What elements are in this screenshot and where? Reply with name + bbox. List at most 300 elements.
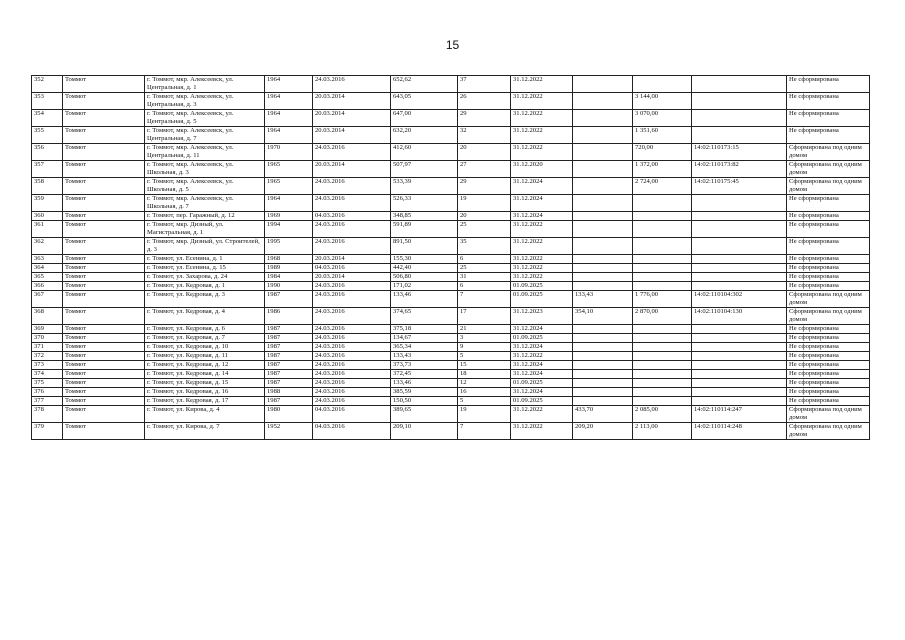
land-area-cell bbox=[573, 76, 633, 93]
area-cell: 533,39 bbox=[391, 178, 458, 195]
row-number-cell: 376 bbox=[32, 388, 63, 397]
residents-cell: 6 bbox=[458, 282, 511, 291]
land-area-norm-cell bbox=[633, 370, 692, 379]
address-cell: г. Томмот, мкр. Дизный, ул. Магистральная, д. 1 bbox=[145, 221, 265, 238]
deadline-cell: 01.09.2025 bbox=[511, 334, 573, 343]
land-area-norm-cell: 3 070,00 bbox=[633, 110, 692, 127]
cadastral-number-cell bbox=[692, 370, 787, 379]
address-cell: г. Томмот, мкр. Дизный, ул. Строителей, д. 3 bbox=[145, 238, 265, 255]
deadline-cell: 31.12.2024 bbox=[511, 195, 573, 212]
cadastral-number-cell bbox=[692, 238, 787, 255]
row-number-cell: 379 bbox=[32, 423, 63, 440]
table-row bbox=[32, 352, 870, 361]
land-status-cell: Сформирована под одним домом bbox=[787, 144, 870, 161]
residents-cell: 26 bbox=[458, 93, 511, 110]
year-built-cell: 1987 bbox=[265, 352, 313, 361]
residents-cell: 21 bbox=[458, 325, 511, 334]
cadastral-number-cell bbox=[692, 379, 787, 388]
land-area-cell bbox=[573, 370, 633, 379]
residents-cell: 5 bbox=[458, 352, 511, 361]
year-built-cell: 1986 bbox=[265, 308, 313, 325]
settlement-cell: Томмот bbox=[63, 76, 145, 93]
land-area-norm-cell bbox=[633, 255, 692, 264]
land-area-cell bbox=[573, 273, 633, 282]
cadastral-number-cell bbox=[692, 255, 787, 264]
land-status-cell: Не сформирована bbox=[787, 273, 870, 282]
settlement-cell: Томмот bbox=[63, 361, 145, 370]
row-number-cell: 371 bbox=[32, 343, 63, 352]
settlement-cell: Томмот bbox=[63, 334, 145, 343]
land-area-norm-cell: 720,00 bbox=[633, 144, 692, 161]
row-number-cell: 354 bbox=[32, 110, 63, 127]
row-number-cell: 375 bbox=[32, 379, 63, 388]
cadastral-number-cell bbox=[692, 334, 787, 343]
residents-cell: 16 bbox=[458, 388, 511, 397]
inclusion-date-cell: 20.03.2014 bbox=[313, 255, 391, 264]
year-built-cell: 1969 bbox=[265, 212, 313, 221]
address-cell: г. Томмот, ул. Есенина, д. 15 bbox=[145, 264, 265, 273]
area-cell: 373,73 bbox=[391, 361, 458, 370]
area-cell: 372,45 bbox=[391, 370, 458, 379]
deadline-cell: 31.12.2024 bbox=[511, 370, 573, 379]
land-status-cell: Не сформирована bbox=[787, 325, 870, 334]
inclusion-date-cell: 20.03.2014 bbox=[313, 93, 391, 110]
land-area-norm-cell bbox=[633, 273, 692, 282]
land-area-cell bbox=[573, 127, 633, 144]
table-row bbox=[32, 127, 870, 144]
land-area-cell bbox=[573, 343, 633, 352]
cadastral-number-cell bbox=[692, 264, 787, 273]
land-area-norm-cell bbox=[633, 334, 692, 343]
cadastral-number-cell: 14:02:110114:248 bbox=[692, 423, 787, 440]
cadastral-number-cell bbox=[692, 93, 787, 110]
cadastral-number-cell bbox=[692, 388, 787, 397]
address-cell: г. Томмот, ул. Кедровая, д. 15 bbox=[145, 379, 265, 388]
land-area-cell bbox=[573, 325, 633, 334]
land-area-norm-cell bbox=[633, 264, 692, 273]
address-cell: г. Томмот, ул. Кедровая, д. 14 bbox=[145, 370, 265, 379]
inclusion-date-cell: 20.03.2014 bbox=[313, 273, 391, 282]
land-status-cell: Сформирована под одним домом bbox=[787, 161, 870, 178]
residents-cell: 7 bbox=[458, 291, 511, 308]
settlement-cell: Томмот bbox=[63, 388, 145, 397]
inclusion-date-cell: 24.03.2016 bbox=[313, 178, 391, 195]
land-status-cell: Не сформирована bbox=[787, 212, 870, 221]
area-cell: 442,40 bbox=[391, 264, 458, 273]
land-area-cell bbox=[573, 178, 633, 195]
land-status-cell: Не сформирована bbox=[787, 110, 870, 127]
settlement-cell: Томмот bbox=[63, 195, 145, 212]
deadline-cell: 31.12.2022 bbox=[511, 238, 573, 255]
cadastral-number-cell bbox=[692, 361, 787, 370]
inclusion-date-cell: 20.03.2014 bbox=[313, 161, 391, 178]
inclusion-date-cell: 24.03.2016 bbox=[313, 397, 391, 406]
land-area-norm-cell bbox=[633, 343, 692, 352]
land-area-cell bbox=[573, 144, 633, 161]
land-area-norm-cell bbox=[633, 397, 692, 406]
deadline-cell: 31.12.2023 bbox=[511, 308, 573, 325]
deadline-cell: 31.12.2022 bbox=[511, 127, 573, 144]
table-row bbox=[32, 397, 870, 406]
cadastral-number-cell bbox=[692, 273, 787, 282]
inclusion-date-cell: 24.03.2016 bbox=[313, 221, 391, 238]
settlement-cell: Томмот bbox=[63, 273, 145, 282]
residents-cell: 18 bbox=[458, 370, 511, 379]
area-cell: 632,20 bbox=[391, 127, 458, 144]
settlement-cell: Томмот bbox=[63, 406, 145, 423]
settlement-cell: Томмот bbox=[63, 397, 145, 406]
inclusion-date-cell: 24.03.2016 bbox=[313, 144, 391, 161]
settlement-cell: Томмот bbox=[63, 343, 145, 352]
cadastral-number-cell: 14:02:110175:45 bbox=[692, 178, 787, 195]
address-cell: г. Томмот, мкр. Алексеевск, ул. Центральная, д. 5 bbox=[145, 110, 265, 127]
table-row bbox=[32, 406, 870, 423]
land-area-cell bbox=[573, 255, 633, 264]
row-number-cell: 357 bbox=[32, 161, 63, 178]
land-area-cell: 133,43 bbox=[573, 291, 633, 308]
settlement-cell: Томмот bbox=[63, 308, 145, 325]
address-cell: г. Томмот, ул. Кедровая, д. 17 bbox=[145, 397, 265, 406]
deadline-cell: 01.09.2025 bbox=[511, 397, 573, 406]
cadastral-number-cell: 14:02:110173:82 bbox=[692, 161, 787, 178]
year-built-cell: 1980 bbox=[265, 406, 313, 423]
area-cell: 412,60 bbox=[391, 144, 458, 161]
land-status-cell: Не сформирована bbox=[787, 334, 870, 343]
residents-cell: 32 bbox=[458, 127, 511, 144]
settlement-cell: Томмот bbox=[63, 212, 145, 221]
land-area-norm-cell: 2 085,00 bbox=[633, 406, 692, 423]
residents-cell: 19 bbox=[458, 406, 511, 423]
land-status-cell: Не сформирована bbox=[787, 93, 870, 110]
cadastral-number-cell bbox=[692, 352, 787, 361]
settlement-cell: Томмот bbox=[63, 238, 145, 255]
area-cell: 134,67 bbox=[391, 334, 458, 343]
land-status-cell: Не сформирована bbox=[787, 127, 870, 144]
table-row bbox=[32, 212, 870, 221]
year-built-cell: 1987 bbox=[265, 291, 313, 308]
land-status-cell: Не сформирована bbox=[787, 282, 870, 291]
table-row bbox=[32, 291, 870, 308]
inclusion-date-cell: 24.03.2016 bbox=[313, 343, 391, 352]
inclusion-date-cell: 04.03.2016 bbox=[313, 264, 391, 273]
land-area-cell bbox=[573, 282, 633, 291]
year-built-cell: 1987 bbox=[265, 325, 313, 334]
year-built-cell: 1968 bbox=[265, 255, 313, 264]
land-status-cell: Не сформирована bbox=[787, 238, 870, 255]
table-row bbox=[32, 423, 870, 440]
table-row bbox=[32, 195, 870, 212]
area-cell: 385,59 bbox=[391, 388, 458, 397]
inclusion-date-cell: 24.03.2016 bbox=[313, 352, 391, 361]
cadastral-number-cell: 14:02:110104:302 bbox=[692, 291, 787, 308]
residents-cell: 12 bbox=[458, 379, 511, 388]
land-area-cell bbox=[573, 221, 633, 238]
address-cell: г. Томмот, ул. Кедровая, д. 12 bbox=[145, 361, 265, 370]
land-status-cell: Не сформирована bbox=[787, 388, 870, 397]
address-cell: г. Томмот, мкр. Алексеевск, ул. Центральная, д. 11 bbox=[145, 144, 265, 161]
area-cell: 133,46 bbox=[391, 291, 458, 308]
land-status-cell: Не сформирована bbox=[787, 264, 870, 273]
land-status-cell: Не сформирована bbox=[787, 76, 870, 93]
row-number-cell: 353 bbox=[32, 93, 63, 110]
year-built-cell: 1964 bbox=[265, 110, 313, 127]
area-cell: 891,50 bbox=[391, 238, 458, 255]
row-number-cell: 369 bbox=[32, 325, 63, 334]
year-built-cell: 1984 bbox=[265, 273, 313, 282]
table-row bbox=[32, 379, 870, 388]
year-built-cell: 1964 bbox=[265, 93, 313, 110]
address-cell: г. Томмот, ул. Кедровая, д. 7 bbox=[145, 334, 265, 343]
deadline-cell: 31.12.2022 bbox=[511, 221, 573, 238]
table-row bbox=[32, 282, 870, 291]
land-status-cell: Сформирована под одним домом bbox=[787, 308, 870, 325]
inclusion-date-cell: 24.03.2016 bbox=[313, 361, 391, 370]
row-number-cell: 374 bbox=[32, 370, 63, 379]
land-status-cell: Не сформирована bbox=[787, 397, 870, 406]
deadline-cell: 31.12.2024 bbox=[511, 212, 573, 221]
residents-cell: 7 bbox=[458, 423, 511, 440]
area-cell: 526,33 bbox=[391, 195, 458, 212]
cadastral-number-cell bbox=[692, 110, 787, 127]
address-cell: г. Томмот, ул. Кирова, д. 7 bbox=[145, 423, 265, 440]
deadline-cell: 31.12.2022 bbox=[511, 255, 573, 264]
area-cell: 389,65 bbox=[391, 406, 458, 423]
settlement-cell: Томмот bbox=[63, 221, 145, 238]
inclusion-date-cell: 04.03.2016 bbox=[313, 406, 391, 423]
year-built-cell: 1987 bbox=[265, 397, 313, 406]
row-number-cell: 359 bbox=[32, 195, 63, 212]
year-built-cell: 1987 bbox=[265, 379, 313, 388]
land-area-cell bbox=[573, 352, 633, 361]
table-row bbox=[32, 76, 870, 93]
settlement-cell: Томмот bbox=[63, 255, 145, 264]
land-area-norm-cell: 2 870,00 bbox=[633, 308, 692, 325]
row-number-cell: 367 bbox=[32, 291, 63, 308]
year-built-cell: 1990 bbox=[265, 282, 313, 291]
inclusion-date-cell: 24.03.2016 bbox=[313, 238, 391, 255]
inclusion-date-cell: 20.03.2014 bbox=[313, 110, 391, 127]
land-status-cell: Не сформирована bbox=[787, 370, 870, 379]
table-row bbox=[32, 308, 870, 325]
area-cell: 375,18 bbox=[391, 325, 458, 334]
housing-register-table bbox=[31, 75, 870, 440]
year-built-cell: 1987 bbox=[265, 370, 313, 379]
land-area-norm-cell: 2 113,00 bbox=[633, 423, 692, 440]
address-cell: г. Томмот, мкр. Алексеевск, ул. Школьная, д. 7 bbox=[145, 195, 265, 212]
inclusion-date-cell: 24.03.2016 bbox=[313, 379, 391, 388]
area-cell: 647,00 bbox=[391, 110, 458, 127]
inclusion-date-cell: 20.03.2014 bbox=[313, 127, 391, 144]
deadline-cell: 31.12.2024 bbox=[511, 361, 573, 370]
cadastral-number-cell bbox=[692, 221, 787, 238]
deadline-cell: 31.12.2022 bbox=[511, 93, 573, 110]
row-number-cell: 361 bbox=[32, 221, 63, 238]
settlement-cell: Томмот bbox=[63, 370, 145, 379]
row-number-cell: 358 bbox=[32, 178, 63, 195]
inclusion-date-cell: 04.03.2016 bbox=[313, 423, 391, 440]
deadline-cell: 31.12.2024 bbox=[511, 343, 573, 352]
land-area-norm-cell: 3 144,00 bbox=[633, 93, 692, 110]
table-row bbox=[32, 325, 870, 334]
year-built-cell: 1965 bbox=[265, 178, 313, 195]
year-built-cell: 1994 bbox=[265, 221, 313, 238]
table-row bbox=[32, 93, 870, 110]
area-cell: 591,89 bbox=[391, 221, 458, 238]
row-number-cell: 364 bbox=[32, 264, 63, 273]
row-number-cell: 363 bbox=[32, 255, 63, 264]
area-cell: 133,46 bbox=[391, 379, 458, 388]
land-status-cell: Сформирована под одним домом bbox=[787, 406, 870, 423]
residents-cell: 25 bbox=[458, 264, 511, 273]
land-area-norm-cell bbox=[633, 221, 692, 238]
cadastral-number-cell bbox=[692, 325, 787, 334]
land-status-cell: Не сформирована bbox=[787, 379, 870, 388]
inclusion-date-cell: 24.03.2016 bbox=[313, 334, 391, 343]
settlement-cell: Томмот bbox=[63, 264, 145, 273]
cadastral-number-cell bbox=[692, 343, 787, 352]
land-area-cell bbox=[573, 212, 633, 221]
year-built-cell: 1952 bbox=[265, 423, 313, 440]
land-area-norm-cell bbox=[633, 195, 692, 212]
deadline-cell: 01.09.2025 bbox=[511, 379, 573, 388]
land-status-cell: Сформирована под одним домом bbox=[787, 291, 870, 308]
deadline-cell: 31.12.2024 bbox=[511, 325, 573, 334]
land-area-cell bbox=[573, 379, 633, 388]
year-built-cell: 1987 bbox=[265, 343, 313, 352]
table-row bbox=[32, 388, 870, 397]
table-row bbox=[32, 238, 870, 255]
inclusion-date-cell: 24.03.2016 bbox=[313, 388, 391, 397]
land-status-cell: Не сформирована bbox=[787, 343, 870, 352]
land-area-cell bbox=[573, 397, 633, 406]
year-built-cell: 1964 bbox=[265, 76, 313, 93]
settlement-cell: Томмот bbox=[63, 423, 145, 440]
residents-cell: 9 bbox=[458, 343, 511, 352]
inclusion-date-cell: 24.03.2016 bbox=[313, 291, 391, 308]
address-cell: г. Томмот, ул. Кедровая, д. 11 bbox=[145, 352, 265, 361]
land-status-cell: Не сформирована bbox=[787, 352, 870, 361]
land-area-cell bbox=[573, 238, 633, 255]
deadline-cell: 31.12.2022 bbox=[511, 110, 573, 127]
cadastral-number-cell bbox=[692, 76, 787, 93]
land-status-cell: Не сформирована bbox=[787, 361, 870, 370]
deadline-cell: 31.12.2022 bbox=[511, 406, 573, 423]
area-cell: 365,34 bbox=[391, 343, 458, 352]
deadline-cell: 31.12.2022 bbox=[511, 144, 573, 161]
residents-cell: 31 bbox=[458, 273, 511, 282]
deadline-cell: 01.09.2025 bbox=[511, 282, 573, 291]
address-cell: г. Томмот, мкр. Алексеевск, ул. Центральная, д. 7 bbox=[145, 127, 265, 144]
cadastral-number-cell bbox=[692, 282, 787, 291]
cadastral-number-cell bbox=[692, 212, 787, 221]
address-cell: г. Томмот, мкр. Алексеевск, ул. Центральная, д. 3 bbox=[145, 93, 265, 110]
land-area-norm-cell bbox=[633, 361, 692, 370]
deadline-cell: 31.12.2024 bbox=[511, 178, 573, 195]
year-built-cell: 1964 bbox=[265, 127, 313, 144]
land-status-cell: Не сформирована bbox=[787, 221, 870, 238]
row-number-cell: 370 bbox=[32, 334, 63, 343]
residents-cell: 19 bbox=[458, 195, 511, 212]
settlement-cell: Томмот bbox=[63, 325, 145, 334]
deadline-cell: 31.12.2024 bbox=[511, 388, 573, 397]
page-number: 15 bbox=[445, 38, 460, 52]
cadastral-number-cell: 14:02:110114:247 bbox=[692, 406, 787, 423]
residents-cell: 5 bbox=[458, 397, 511, 406]
land-area-norm-cell: 1 351,60 bbox=[633, 127, 692, 144]
land-area-cell bbox=[573, 388, 633, 397]
address-cell: г. Томмот, мкр. Алексеевск, ул. Центральная, д. 1 bbox=[145, 76, 265, 93]
row-number-cell: 378 bbox=[32, 406, 63, 423]
land-area-cell: 209,20 bbox=[573, 423, 633, 440]
land-area-cell bbox=[573, 93, 633, 110]
table-row bbox=[32, 361, 870, 370]
row-number-cell: 365 bbox=[32, 273, 63, 282]
land-status-cell: Не сформирована bbox=[787, 195, 870, 212]
address-cell: г. Томмот, пер. Гаражный, д. 12 bbox=[145, 212, 265, 221]
land-area-cell: 354,10 bbox=[573, 308, 633, 325]
table-row bbox=[32, 370, 870, 379]
area-cell: 133,43 bbox=[391, 352, 458, 361]
land-area-cell bbox=[573, 334, 633, 343]
year-built-cell: 1970 bbox=[265, 144, 313, 161]
land-area-norm-cell bbox=[633, 379, 692, 388]
settlement-cell: Томмот bbox=[63, 161, 145, 178]
table-row bbox=[32, 221, 870, 238]
land-area-norm-cell: 1 776,00 bbox=[633, 291, 692, 308]
land-area-norm-cell bbox=[633, 352, 692, 361]
land-area-cell bbox=[573, 361, 633, 370]
deadline-cell: 31.12.2022 bbox=[511, 264, 573, 273]
address-cell: г. Томмот, ул. Кедровая, д. 10 bbox=[145, 343, 265, 352]
table-row bbox=[32, 255, 870, 264]
residents-cell: 25 bbox=[458, 221, 511, 238]
row-number-cell: 372 bbox=[32, 352, 63, 361]
settlement-cell: Томмот bbox=[63, 127, 145, 144]
row-number-cell: 360 bbox=[32, 212, 63, 221]
inclusion-date-cell: 24.03.2016 bbox=[313, 195, 391, 212]
land-area-cell bbox=[573, 161, 633, 178]
address-cell: г. Томмот, мкр. Алексеевск, ул. Школьная, д. 3 bbox=[145, 161, 265, 178]
row-number-cell: 368 bbox=[32, 308, 63, 325]
row-number-cell: 355 bbox=[32, 127, 63, 144]
land-area-norm-cell bbox=[633, 388, 692, 397]
cadastral-number-cell: 14:02:110173:15 bbox=[692, 144, 787, 161]
land-status-cell: Сформирована под одним домом bbox=[787, 423, 870, 440]
land-area-cell bbox=[573, 195, 633, 212]
residents-cell: 6 bbox=[458, 255, 511, 264]
year-built-cell: 1987 bbox=[265, 361, 313, 370]
land-area-cell bbox=[573, 264, 633, 273]
row-number-cell: 366 bbox=[32, 282, 63, 291]
land-area-norm-cell bbox=[633, 76, 692, 93]
address-cell: г. Томмот, ул. Кедровая, д. 1 bbox=[145, 282, 265, 291]
cadastral-number-cell bbox=[692, 397, 787, 406]
deadline-cell: 31.12.2022 bbox=[511, 273, 573, 282]
inclusion-date-cell: 24.03.2016 bbox=[313, 325, 391, 334]
address-cell: г. Томмот, ул. Кедровая, д. 4 bbox=[145, 308, 265, 325]
row-number-cell: 373 bbox=[32, 361, 63, 370]
inclusion-date-cell: 24.03.2016 bbox=[313, 282, 391, 291]
deadline-cell: 31.12.2022 bbox=[511, 423, 573, 440]
table-row bbox=[32, 110, 870, 127]
area-cell: 652,62 bbox=[391, 76, 458, 93]
table-row bbox=[32, 144, 870, 161]
address-cell: г. Томмот, ул. Есенина, д. 1 bbox=[145, 255, 265, 264]
settlement-cell: Томмот bbox=[63, 291, 145, 308]
settlement-cell: Томмот bbox=[63, 93, 145, 110]
residents-cell: 20 bbox=[458, 212, 511, 221]
land-status-cell: Не сформирована bbox=[787, 255, 870, 264]
